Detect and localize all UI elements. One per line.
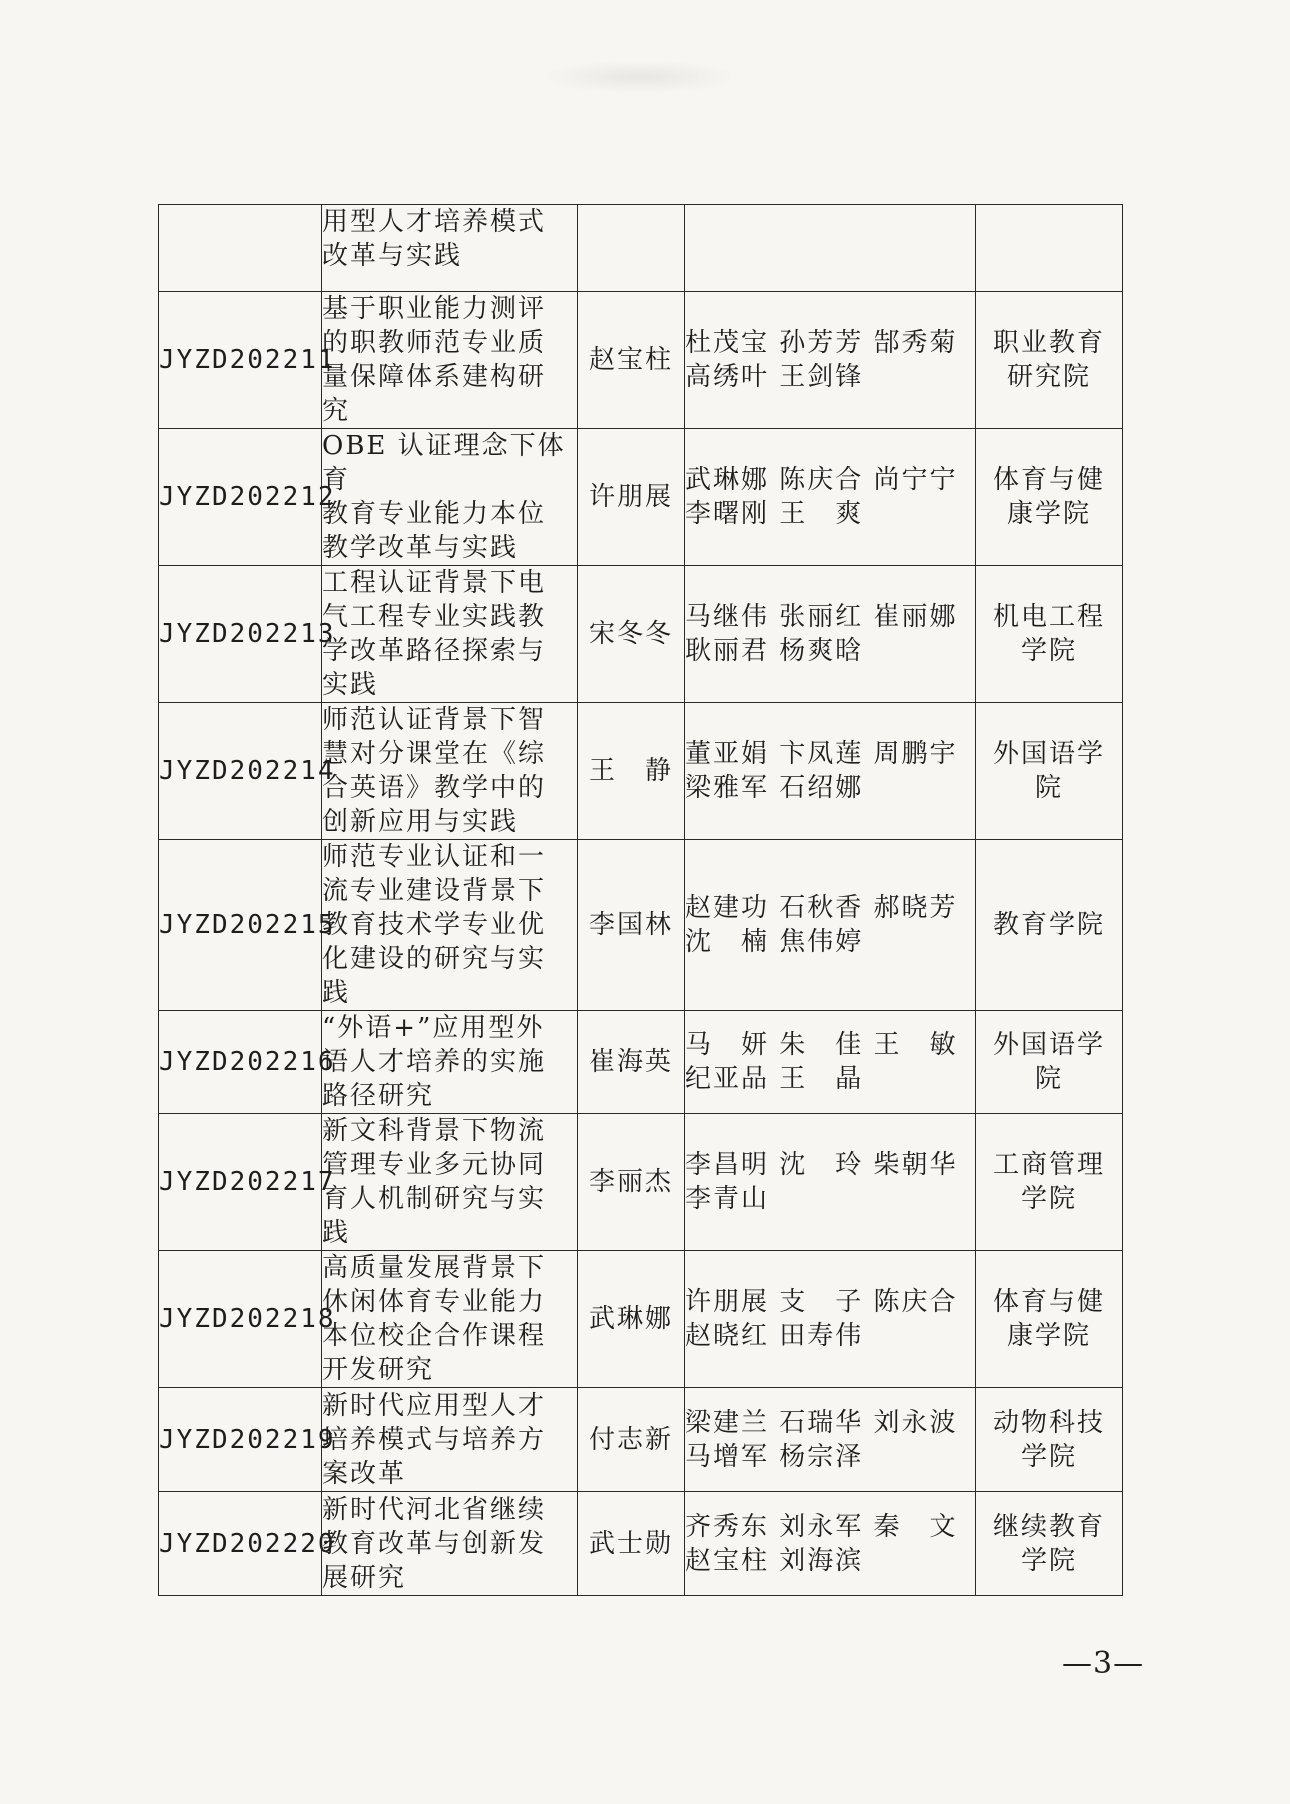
- project-members: [685, 840, 976, 1011]
- member-line: 赵建功 石秋香 郝晓芳: [685, 893, 958, 923]
- project-unit: [976, 292, 1123, 429]
- member-line: 高绣叶 王剑锋: [685, 362, 864, 392]
- unit-line: 机电工程: [992, 602, 1105, 632]
- project-title: [322, 840, 578, 1011]
- member-line: 耿丽君 杨爽晗: [685, 636, 864, 666]
- project-unit: [976, 566, 1123, 703]
- member-line: 赵宝柱 刘海滨: [685, 1545, 864, 1576]
- unit-line: 康学院: [1006, 499, 1091, 529]
- table-row: [159, 292, 1123, 429]
- project-table: [158, 204, 1123, 1596]
- project-title: [322, 292, 578, 429]
- title-line: 新时代河北省继续: [322, 1494, 547, 1525]
- project-code: JYZD202212: [159, 429, 322, 566]
- title-line: 化建设的研究与实: [322, 944, 547, 974]
- title-line: 教育改革与创新发: [322, 1528, 547, 1559]
- table-row: [159, 1492, 1123, 1596]
- title-line: 管理专业多元协同: [322, 1150, 547, 1180]
- project-code: JYZD202217: [159, 1114, 322, 1251]
- unit-line: 学院: [1020, 1545, 1077, 1576]
- unit-line: 职业教育: [992, 328, 1105, 358]
- project-code: JYZD202219: [159, 1388, 322, 1492]
- table-body: [159, 205, 1123, 1596]
- title-line: 展研究: [322, 1562, 407, 1593]
- project-members: [685, 292, 976, 429]
- title-line: 实践: [322, 670, 379, 700]
- project-unit: [976, 205, 1123, 292]
- project-unit: [976, 1251, 1123, 1388]
- project-leader: 李国林: [578, 840, 685, 1011]
- project-code: JYZD202211: [159, 292, 322, 429]
- member-line: 纪亚品 王 晶: [685, 1064, 864, 1094]
- project-leader: [578, 205, 685, 292]
- project-members: [685, 205, 976, 292]
- title-line: 的职教师范专业质: [322, 328, 547, 358]
- title-line: 本位校企合作课程: [322, 1321, 547, 1351]
- project-title: [322, 703, 578, 840]
- project-title: [322, 1388, 578, 1492]
- title-line: 创新应用与实践: [322, 807, 519, 837]
- project-code: JYZD202213: [159, 566, 322, 703]
- title-line: 师范认证背景下智: [322, 705, 547, 735]
- title-line: 慧对分课堂在《综: [322, 739, 547, 769]
- project-unit: [976, 703, 1123, 840]
- member-line: 沈 楠 焦伟婷: [685, 927, 864, 957]
- title-line: 改革与实践: [322, 241, 463, 271]
- project-title: [322, 1251, 578, 1388]
- title-line: 新时代应用型人才: [322, 1390, 547, 1421]
- title-line: OBE 认证理念下体育: [322, 431, 566, 495]
- title-line: 案改革: [322, 1458, 407, 1489]
- project-leader: 付志新: [578, 1388, 685, 1492]
- title-line: 高质量发展背景下: [322, 1253, 547, 1283]
- member-line: 武琳娜 陈庆合 尚宁宁: [685, 465, 958, 495]
- table-row: [159, 703, 1123, 840]
- project-leader: 宋冬冬: [578, 566, 685, 703]
- table-row: [159, 1011, 1123, 1114]
- table-row: [159, 566, 1123, 703]
- unit-line: 院: [1034, 773, 1063, 803]
- member-line: 马 妍 朱 佳 王 敏: [685, 1030, 958, 1060]
- project-unit: [976, 1011, 1123, 1114]
- title-line: 语人才培养的实施: [322, 1047, 547, 1077]
- project-leader: 武士勋: [578, 1492, 685, 1596]
- member-line: 齐秀东 刘永军 秦 文: [685, 1511, 958, 1542]
- unit-line: 学院: [1020, 636, 1077, 666]
- unit-line: 外国语学: [992, 739, 1105, 769]
- project-members: [685, 566, 976, 703]
- member-line: 赵晓红 田寿伟: [685, 1321, 864, 1351]
- title-line: 学改革路径探索与: [322, 636, 547, 666]
- project-leader: 武琳娜: [578, 1251, 685, 1388]
- project-title: [322, 566, 578, 703]
- project-leader: 许朋展: [578, 429, 685, 566]
- project-members: [685, 1388, 976, 1492]
- member-line: 董亚娟 卞凤莲 周鹏宇: [685, 739, 958, 769]
- table-row: [159, 205, 1123, 292]
- unit-line: 研究院: [1006, 362, 1091, 392]
- project-title: [322, 1492, 578, 1596]
- title-line: 休闲体育专业能力: [322, 1287, 547, 1317]
- project-code: [159, 205, 322, 292]
- member-line: 李昌明 沈 玲 柴朝华: [685, 1150, 958, 1180]
- project-members: [685, 703, 976, 840]
- unit-line: 工商管理: [992, 1150, 1105, 1180]
- project-members: [685, 1492, 976, 1596]
- project-unit: [976, 1388, 1123, 1492]
- table-row: [159, 429, 1123, 566]
- unit-line: 学院: [1020, 1184, 1077, 1214]
- title-line: 工程认证背景下电: [322, 568, 547, 598]
- title-line: 基于职业能力测评: [322, 294, 547, 324]
- title-line: 流专业建设背景下: [322, 876, 547, 906]
- unit-line: 动物科技: [992, 1407, 1105, 1438]
- project-unit: [976, 840, 1123, 1011]
- project-code: JYZD202220: [159, 1492, 322, 1596]
- title-line: 开发研究: [322, 1355, 435, 1385]
- table-row: [159, 1388, 1123, 1492]
- title-line: 路径研究: [322, 1081, 435, 1111]
- project-members: [685, 429, 976, 566]
- member-line: 李青山: [685, 1184, 770, 1214]
- member-line: 梁建兰 石瑞华 刘永波: [685, 1407, 958, 1438]
- member-line: 许朋展 支 子 陈庆合: [685, 1287, 958, 1317]
- project-title: [322, 1011, 578, 1114]
- page-number: —3—: [1062, 1646, 1145, 1681]
- title-line: 践: [322, 978, 351, 1008]
- unit-line: 体育与健: [992, 465, 1105, 495]
- project-leader: 崔海英: [578, 1011, 685, 1114]
- unit-line: 教育学院: [992, 910, 1105, 940]
- title-line: 教育技术学专业优: [322, 910, 547, 940]
- project-leader: 赵宝柱: [578, 292, 685, 429]
- project-members: [685, 1251, 976, 1388]
- title-line: 师范专业认证和一: [322, 842, 547, 872]
- project-unit: [976, 429, 1123, 566]
- table-row: [159, 1114, 1123, 1251]
- title-line: 教学改革与实践: [322, 533, 519, 563]
- member-line: 杜茂宝 孙芳芳 郜秀菊: [685, 328, 958, 358]
- project-code: JYZD202218: [159, 1251, 322, 1388]
- project-leader: 李丽杰: [578, 1114, 685, 1251]
- project-title: [322, 1114, 578, 1251]
- project-title: [322, 205, 578, 292]
- project-members: [685, 1011, 976, 1114]
- member-line: 马继伟 张丽红 崔丽娜: [685, 602, 958, 632]
- scan-artifact: [540, 60, 740, 94]
- unit-line: 学院: [1020, 1441, 1077, 1472]
- unit-line: 康学院: [1006, 1321, 1091, 1351]
- title-line: 气工程专业实践教: [322, 602, 547, 632]
- title-line: 究: [322, 396, 351, 426]
- project-code: JYZD202216: [159, 1011, 322, 1114]
- title-line: 新文科背景下物流: [322, 1116, 547, 1146]
- member-line: 李曙刚 王 爽: [685, 499, 864, 529]
- title-line: 教育专业能力本位: [322, 499, 547, 529]
- project-unit: [976, 1114, 1123, 1251]
- project-code: JYZD202215: [159, 840, 322, 1011]
- title-line: 育人机制研究与实: [322, 1184, 547, 1214]
- table-row: [159, 1251, 1123, 1388]
- unit-line: 外国语学: [992, 1030, 1105, 1060]
- title-line: 量保障体系建构研: [322, 362, 547, 392]
- title-line: 用型人才培养模式: [322, 207, 547, 237]
- title-line: “外语+”应用型外: [322, 1013, 545, 1043]
- title-line: 践: [322, 1218, 351, 1248]
- unit-line: 院: [1034, 1064, 1063, 1094]
- project-leader: 王 静: [578, 703, 685, 840]
- table-row: [159, 840, 1123, 1011]
- project-title: [322, 429, 578, 566]
- title-line: 合英语》教学中的: [322, 773, 547, 803]
- member-line: 梁雅军 石绍娜: [685, 773, 864, 803]
- member-line: 马增军 杨宗泽: [685, 1441, 864, 1472]
- project-code: JYZD202214: [159, 703, 322, 840]
- unit-line: 继续教育: [992, 1511, 1105, 1542]
- project-unit: [976, 1492, 1123, 1596]
- unit-line: 体育与健: [992, 1287, 1105, 1317]
- title-line: 培养模式与培养方: [322, 1424, 547, 1455]
- project-members: [685, 1114, 976, 1251]
